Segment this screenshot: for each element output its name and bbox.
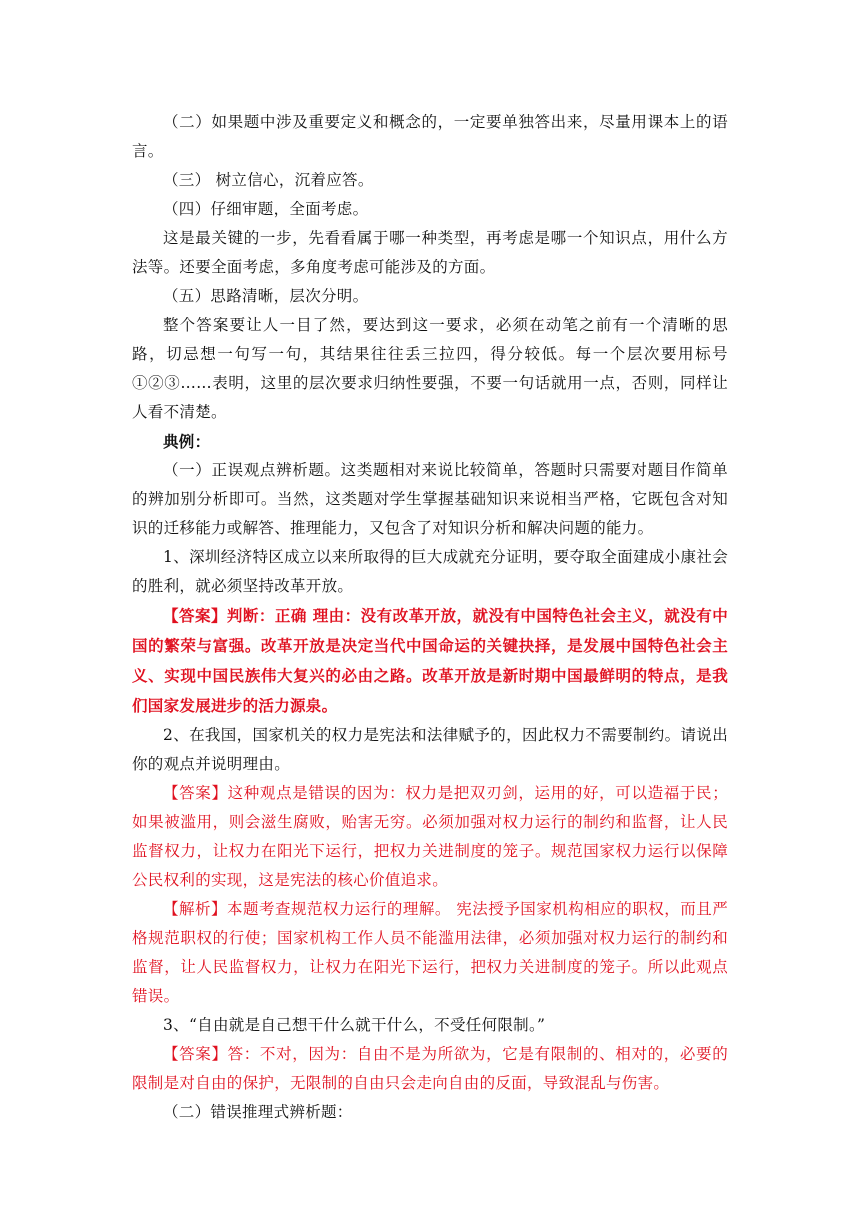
analysis-2 (132, 895, 728, 1011)
paragraph-key-step: 这是最关键的一步，先看看属于哪一种类型，再考虑是哪一个知识点，用什么方法等。还要全面考虑，多角度考虑可能涉及的方面。 (132, 229, 728, 276)
answer-3 (132, 1040, 728, 1098)
paragraph-careful-reading: （四）仔细审题，全面考虑。 (163, 200, 369, 218)
paragraph-definitions: （二）如果题中涉及重要定义和概念的，一定要单独答出来，尽量用课本上的语言。 (132, 113, 728, 160)
paragraph-confidence: （三） 树立信心，沉着应答。 (163, 171, 374, 189)
analysis-2-text: 本题考查规范权力运行的理解。 宪法授予国家机构相应的职权，而且严格规范职权的行使；国家机构工作人员不能滥用法律，必须加强对权力运行的制约和监督，让人民监督权力，让权力在阳光下运行，把权力关进制度的笼子。所以此观点错误。 (132, 900, 729, 1005)
analysis-tag: 【解析】 (163, 900, 227, 918)
answer-tag: 【答案】 (163, 1045, 228, 1063)
paragraph-type-two: （二）错误推理式辨析题： (163, 1103, 353, 1121)
answer-tag: 【答案】 (163, 606, 227, 625)
answer-2-text: 这种观点是错误的因为：权力是把双刃剑，运用的好，可以造福于民；如果被滥用，则会滋生腐败，贻害无穷。必须加强对权力运行的制约和监督，让人民监督权力，让权力在阳光下运行，把权力关进制度的笼子。规范国家权力运行以保障公民权利的实现，这是宪法的核心价值追求。 (132, 784, 729, 889)
answer-1 (132, 601, 728, 721)
question-2: 2、在我国，国家机关的权力是宪法和法律赋予的，因此权力不需要制约。请说出你的观点并说明理由。 (132, 726, 728, 773)
answer-2 (132, 779, 728, 895)
answer-3-text: 答：不对，因为：自由不是为所欲为，它是有限制的、相对的，必要的限制是对自由的保护，无限制的自由只会走向自由的反面，导致混乱与伤害。 (132, 1045, 729, 1092)
question-3: 3、“自由就是自己想干什么就干什么，不受任何限制。” (163, 1016, 546, 1034)
paragraph-type-one: （一）正误观点辨析题。这类题相对来说比较简单，答题时只需要对题目作简单的辨加别分析即可。当然，这类题对学生掌握基础知识来说相当严格，它既包含对知识的迁移能力或解答、推理能力，又包含了对知识分析和解决问题的能力。 (132, 461, 728, 537)
paragraph-answer-structure: 整个答案要让人一目了然，要达到这一要求，必须在动笔之前有一个清晰的思路，切忌想一句写一句，其结果往往丢三拉四，得分较低。每一个层次要用标号①②③……表明，这里的层次要求归纳性要强，不要一句话就用一点，否则，同样让人看不清楚。 (132, 316, 728, 421)
answer-1-text: 判断：正确 理由：没有改革开放，就没有中国特色社会主义，就没有中国的繁荣与富强。改革开放是决定当代中国命运的关键抉择，是发展中国特色社会主义、实现中国民族伟大复兴的必由之路。改革开放是新时期中国最鲜明的特点，是我们国家发展进步的活力源泉。 (132, 606, 728, 715)
answer-tag: 【答案】 (163, 784, 228, 802)
question-1: 1、深圳经济特区成立以来所取得的巨大成就充分证明，要夺取全面建成小康社会的胜利，就必须坚持改革开放。 (132, 548, 728, 595)
section-heading-examples: 典例： (163, 432, 211, 451)
paragraph-clear-thinking: （五）思路清晰，层次分明。 (163, 287, 369, 305)
